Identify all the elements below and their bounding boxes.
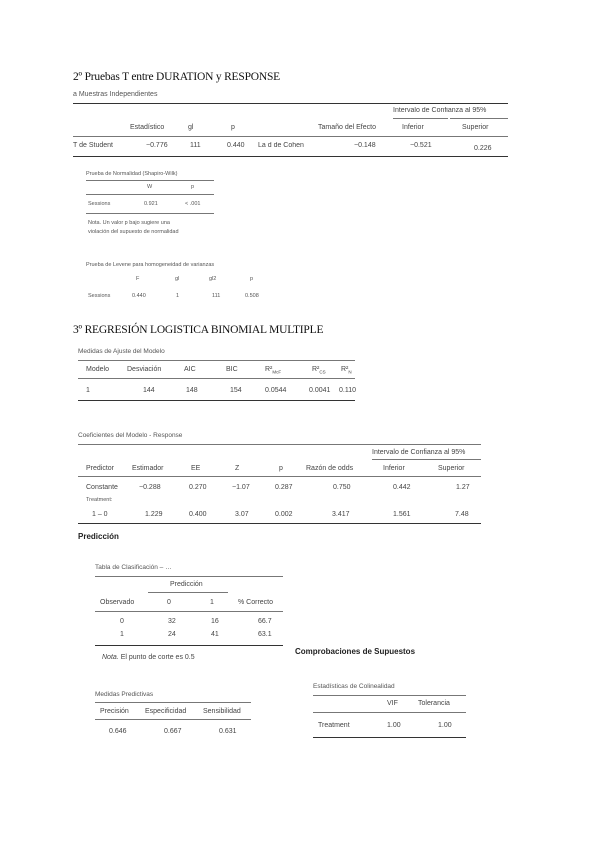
levene-p: 0.508 [245,293,259,299]
class-r2-b: 41 [211,631,219,638]
collinearity-bottom-rule [313,737,466,738]
coef-r2-pred: 1 – 0 [92,511,108,518]
coef-header-rule [78,476,481,477]
collinearity-header-rule [313,712,466,713]
coef-ci-rule [372,459,481,460]
class-header-rule [95,611,283,612]
classification-title: Tabla de Clasificación – … [95,564,172,571]
levene-label: Sessions [88,293,111,299]
fit-r2n: 0.110 [339,387,356,394]
class-note: Nota. El punto de corte es 0.5 [102,654,195,661]
measures-title: Medidas Predictivas [95,691,154,698]
fit-r2mcf: 0.0544 [265,387,287,394]
measures-header-rule [95,719,251,720]
fit-header-bic: BIC [226,366,238,373]
row-label: T de Student [73,142,113,149]
coef-header-predictor: Predictor [86,465,115,472]
class-r2-a: 24 [168,631,176,638]
cell-effect-label: La d de Cohen [258,142,304,149]
normality-top-rule [86,180,214,181]
coef-r2-upper: 7.48 [455,511,469,518]
levene-title: Prueba de Levene para homogeneidad de varianzas [86,262,215,268]
fit-header-r2cs: $R^2_{CS}$ [312,366,326,375]
class-header-prediction: Predicción [170,581,203,588]
ci-header: Intervalo de Confianza al 95% [393,107,487,114]
coef-title: Coeficientes del Modelo - Response [78,432,183,439]
normality-header-rule [86,194,214,195]
coef-header-estimate: Estimador [132,465,164,472]
header-statistic: Estadístico [130,124,165,131]
fit-header-model: Modelo [86,366,109,373]
levene-header-f: F [136,276,140,282]
coef-r1-z: −1.07 [232,484,250,491]
coef-r1-est: −0.288 [139,484,161,491]
class-r1-b: 16 [211,618,219,625]
cell-df: 111 [190,142,201,149]
table-bottom-rule [73,156,508,157]
class-r1-pct: 66.7 [258,618,272,625]
normality-header-w: W [147,184,153,190]
fit-header-aic: AIC [184,366,196,373]
coef-header-p: p [279,465,283,472]
measures-sensitivity: 0.631 [219,728,237,735]
measures-specificity: 0.667 [164,728,182,735]
coef-r1-se: 0.270 [189,484,207,491]
normality-label: Sessions [88,201,111,207]
class-header-0: 0 [167,599,171,606]
coef-ci-header: Intervalo de Confianza al 95% [372,449,466,456]
header-rule [73,136,508,137]
coef-r2-z: 3.07 [235,511,249,518]
header-effect-size: Tamaño del Efecto [318,124,376,131]
cell-p: 0.440 [227,142,245,149]
collinearity-label: Treatment [318,722,350,729]
class-r2-pct: 63.1 [258,631,272,638]
fit-header-dev: Desviación [127,366,162,373]
normality-note-2: violación del supuesto de normalidad [88,229,179,235]
header-df: gl [188,124,194,131]
normality-header-p: p [191,184,195,190]
coef-r1-odds: 0.750 [333,484,351,491]
coef-top-rule [78,444,481,445]
fit-bottom-rule [78,400,355,401]
section-3-title: 3º REGRESIÓN LOGISTICA BINOMIAL MULTIPLE [73,324,324,336]
levene-df: 1 [176,293,180,299]
fit-r2cs: 0.0041 [309,387,331,394]
class-header-1: 1 [210,599,214,606]
fit-header-rule [78,378,355,379]
levene-df2: 111 [212,293,221,299]
coef-r2-odds: 3.417 [332,511,350,518]
class-r1-a: 32 [168,618,176,625]
fit-bic: 154 [230,387,242,394]
class-header-pct: % Correcto [238,599,274,606]
coef-r2-p: 0.002 [275,511,293,518]
coef-r1-lower: 0.442 [393,484,411,491]
measures-top-rule [95,702,251,703]
measures-precision: 0.646 [109,728,127,735]
normality-bottom-rule [86,213,214,214]
fit-top-rule [78,360,355,361]
header-upper: Superior [462,124,489,131]
coef-group-treatment: Treatment: [86,497,113,503]
section-2-title: 2º Pruebas T entre DURATION y RESPONSE [73,71,281,83]
class-r2-obs: 1 [120,631,124,638]
table-top-rule [73,103,508,104]
collinearity-tolerance: 1.00 [438,722,452,729]
levene-header-df: gl [175,276,180,282]
fit-model: 1 [86,387,90,394]
fit-dev: 144 [143,387,155,394]
coef-header-upper: Superior [438,465,465,472]
collinearity-title: Estadísticas de Colinealidad [313,683,395,690]
class-top-rule [95,576,283,577]
coef-r2-se: 0.400 [189,511,207,518]
measures-header-precision: Precisión [100,708,129,715]
fit-header-r2mcf: $R^2_{McF}$ [265,366,282,375]
coef-r2-est: 1.229 [145,511,163,518]
t-test-subtitle: a Muestras Independientes [73,91,158,98]
normality-note-1: Nota. Un valor p bajo sugiere una [88,220,170,226]
coef-r1-p: 0.287 [275,484,293,491]
ci-rule [393,118,448,119]
class-header-observed: Observado [100,599,135,606]
prediction-title: Predicción [78,532,119,541]
levene-header-df2: gl2 [209,276,217,282]
coef-header-z: Z [235,465,240,472]
fit-aic: 148 [186,387,198,394]
coef-header-odds: Razón de odds [306,465,354,472]
cell-effect: −0.148 [354,142,376,149]
header-lower: Inferior [402,124,424,131]
normality-title: Prueba de Normalidad (Shapiro-Wilk) [86,171,178,177]
ci-rule-2 [450,118,508,119]
coef-r1-upper: 1.27 [456,484,470,491]
header-p: p [231,124,235,131]
levene-header-p: p [250,276,254,282]
fit-header-r2n: $R^2_N$ [341,366,352,375]
fit-title: Medidas de Ajuste del Modelo [78,348,165,355]
class-bottom-rule [95,645,283,646]
measures-header-sensitivity: Sensibilidad [203,708,241,715]
collinearity-header-vif: VIF [387,700,398,707]
measures-header-specificity: Especificidad [145,708,187,715]
coef-bottom-rule [78,523,481,524]
cell-stat: −0.776 [146,142,168,149]
collinearity-top-rule [313,695,466,696]
normality-p: < .001 [185,201,201,207]
coef-header-se: EE [191,465,201,472]
collinearity-header-tolerance: Tolerancia [418,700,450,707]
cell-upper: 0.226 [474,145,492,152]
collinearity-vif: 1.00 [387,722,401,729]
coef-header-lower: Inferior [383,465,405,472]
class-r1-obs: 0 [120,618,124,625]
cell-lower: −0.521 [410,142,432,149]
coef-r1-pred: Constante [86,484,118,491]
assumptions-title: Comprobaciones de Supuestos [295,647,416,656]
levene-f: 0.440 [132,293,146,299]
class-pred-rule [148,592,228,593]
coef-r2-lower: 1.561 [393,511,411,518]
normality-w: 0.921 [144,201,158,207]
